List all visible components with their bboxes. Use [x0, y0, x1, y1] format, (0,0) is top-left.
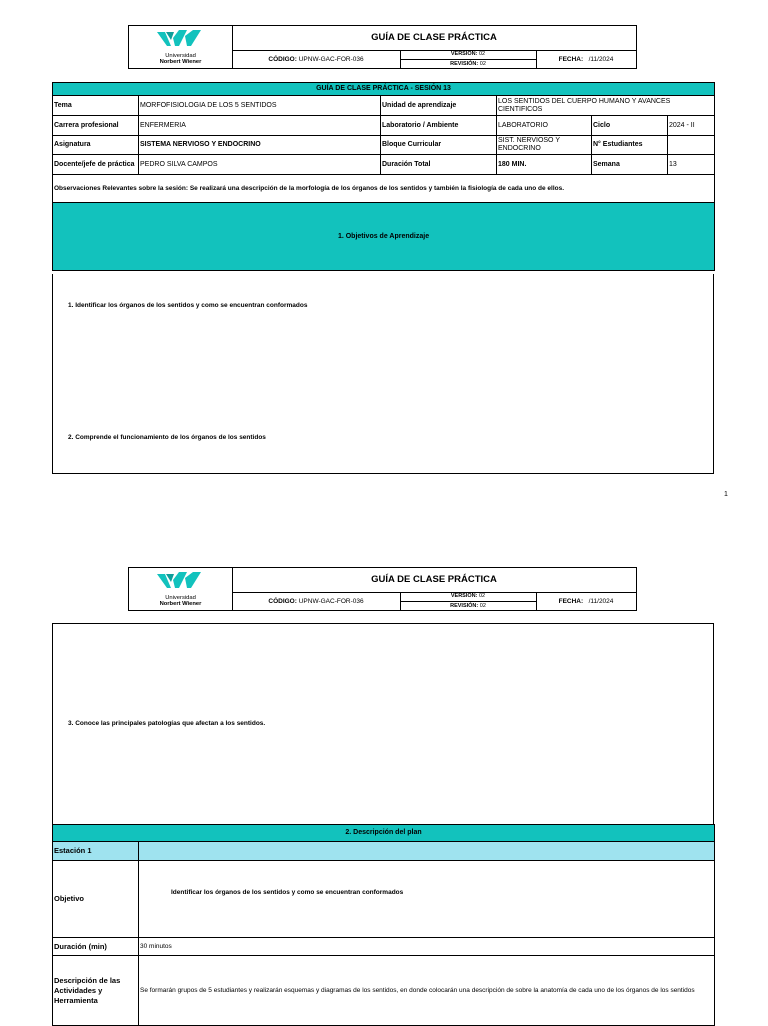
carrera-label: Carrera profesional	[53, 116, 139, 136]
estudiantes-value	[668, 136, 715, 155]
plan-table	[52, 824, 715, 1026]
estacion-label: Estación 1	[53, 842, 139, 861]
plan-objetivo-value: Identificar los órganos de los sentidos y como se encuentran conformados	[139, 861, 715, 938]
page2-header	[128, 567, 637, 611]
docente-label: Docente/jefe de práctica	[53, 155, 139, 175]
carrera-value: ENFERMERIA	[139, 116, 381, 136]
objetivo-3: 3. Conoce las principales patologías que afectan a los sentidos.	[68, 720, 266, 727]
logo-line2: Norbert Wiener	[159, 59, 202, 65]
plan-heading: 2. Descripción del plan	[53, 825, 715, 842]
estudiantes-label: N° Estudiantes	[592, 136, 668, 155]
objetivo-1: 1. Identificar los órganos de los sentidos y como se encuentran conformados	[68, 302, 308, 309]
objetivos-heading: 1. Objetivos de Aprendizaje	[53, 203, 715, 271]
duracion-label: Duración Total	[381, 155, 497, 175]
document-title: GUÍA DE CLASE PRÁCTICA	[232, 26, 636, 51]
tema-label: Tema	[53, 96, 139, 116]
session-heading: GUÍA DE CLASE PRÁCTICA - SESIÓN 13	[53, 83, 715, 96]
ciclo-label: Ciclo	[592, 116, 668, 136]
version-cell: VERSIÓN: 02 REVISIÓN: 02	[400, 50, 537, 68]
plan-duracion-value: 30 minutos	[139, 938, 715, 956]
lab-value: LABORATORIO	[497, 116, 592, 136]
page1-header	[128, 25, 637, 69]
asignatura-value: SISTEMA NERVIOSO Y ENDOCRINO	[139, 136, 381, 155]
university-logo	[129, 26, 233, 69]
logo-line2: Norbert Wiener	[159, 601, 202, 607]
fecha-cell: FECHA: /11/2024	[558, 56, 614, 63]
logo-line1: Universidad	[165, 53, 196, 59]
lab-label: Laboratorio / Ambiente	[381, 116, 497, 136]
page-number: 1	[724, 491, 728, 498]
unidad-label: Unidad de aprendizaje	[381, 96, 497, 116]
estacion-value	[139, 842, 715, 861]
plan-duracion-label: Duración (min)	[53, 938, 139, 956]
bloque-value: SIST. NERVIOSO Y ENDOCRINO	[497, 136, 592, 155]
objetivos-continued-box	[52, 623, 714, 824]
logo-mark-icon	[157, 570, 201, 590]
plan-objetivo-label: Objetivo	[53, 861, 139, 938]
tema-value: MORFOFISIOLOGIA DE LOS 5 SENTIDOS	[139, 96, 381, 116]
version-cell: VERSIÓN: 02 REVISIÓN: 02	[400, 592, 537, 610]
semana-label: Semana	[592, 155, 668, 175]
fecha-cell: FECHA: /11/2024	[558, 598, 614, 605]
semana-value: 13	[668, 155, 715, 175]
ciclo-value: 2024 - II	[668, 116, 715, 136]
plan-descripcion-label: Descripción de las Actividades y Herramienta	[53, 956, 139, 1026]
codigo-cell: CÓDIGO: UPNW-GAC-FOR-036	[232, 592, 401, 610]
university-logo	[129, 568, 233, 611]
document-title: GUÍA DE CLASE PRÁCTICA	[232, 568, 636, 593]
docente-value: PEDRO SILVA CAMPOS	[139, 155, 381, 175]
duracion-value: 180 MIN.	[497, 155, 592, 175]
logo-mark-icon	[157, 28, 201, 48]
asignatura-label: Asignatura	[53, 136, 139, 155]
logo-line1: Universidad	[165, 595, 196, 601]
session-info-table	[52, 82, 715, 271]
observaciones: Observaciones Relevantes sobre la sesión: Se realizará una descripción de la morfología de los órganos de los sentidos y también la fisiología de cada uno de ellos.	[53, 175, 715, 203]
unidad-value: LOS SENTIDOS DEL CUERPO HUMANO Y AVANCES CIENTIFICOS	[497, 96, 715, 116]
objetivos-box	[52, 274, 714, 474]
bloque-label: Bloque Curricular	[381, 136, 497, 155]
objetivo-2: 2. Comprende el funcionamiento de los órganos de los sentidos	[68, 434, 266, 441]
codigo-cell: CÓDIGO: UPNW-GAC-FOR-036	[232, 50, 401, 68]
plan-descripcion-value: Se formarán grupos de 5 estudiantes y realizarán esquemas y diagramas de los sentidos, en donde colocarán una descripción de sobre la anatomía de cada uno de los órganos de los sentidos	[139, 956, 715, 1026]
